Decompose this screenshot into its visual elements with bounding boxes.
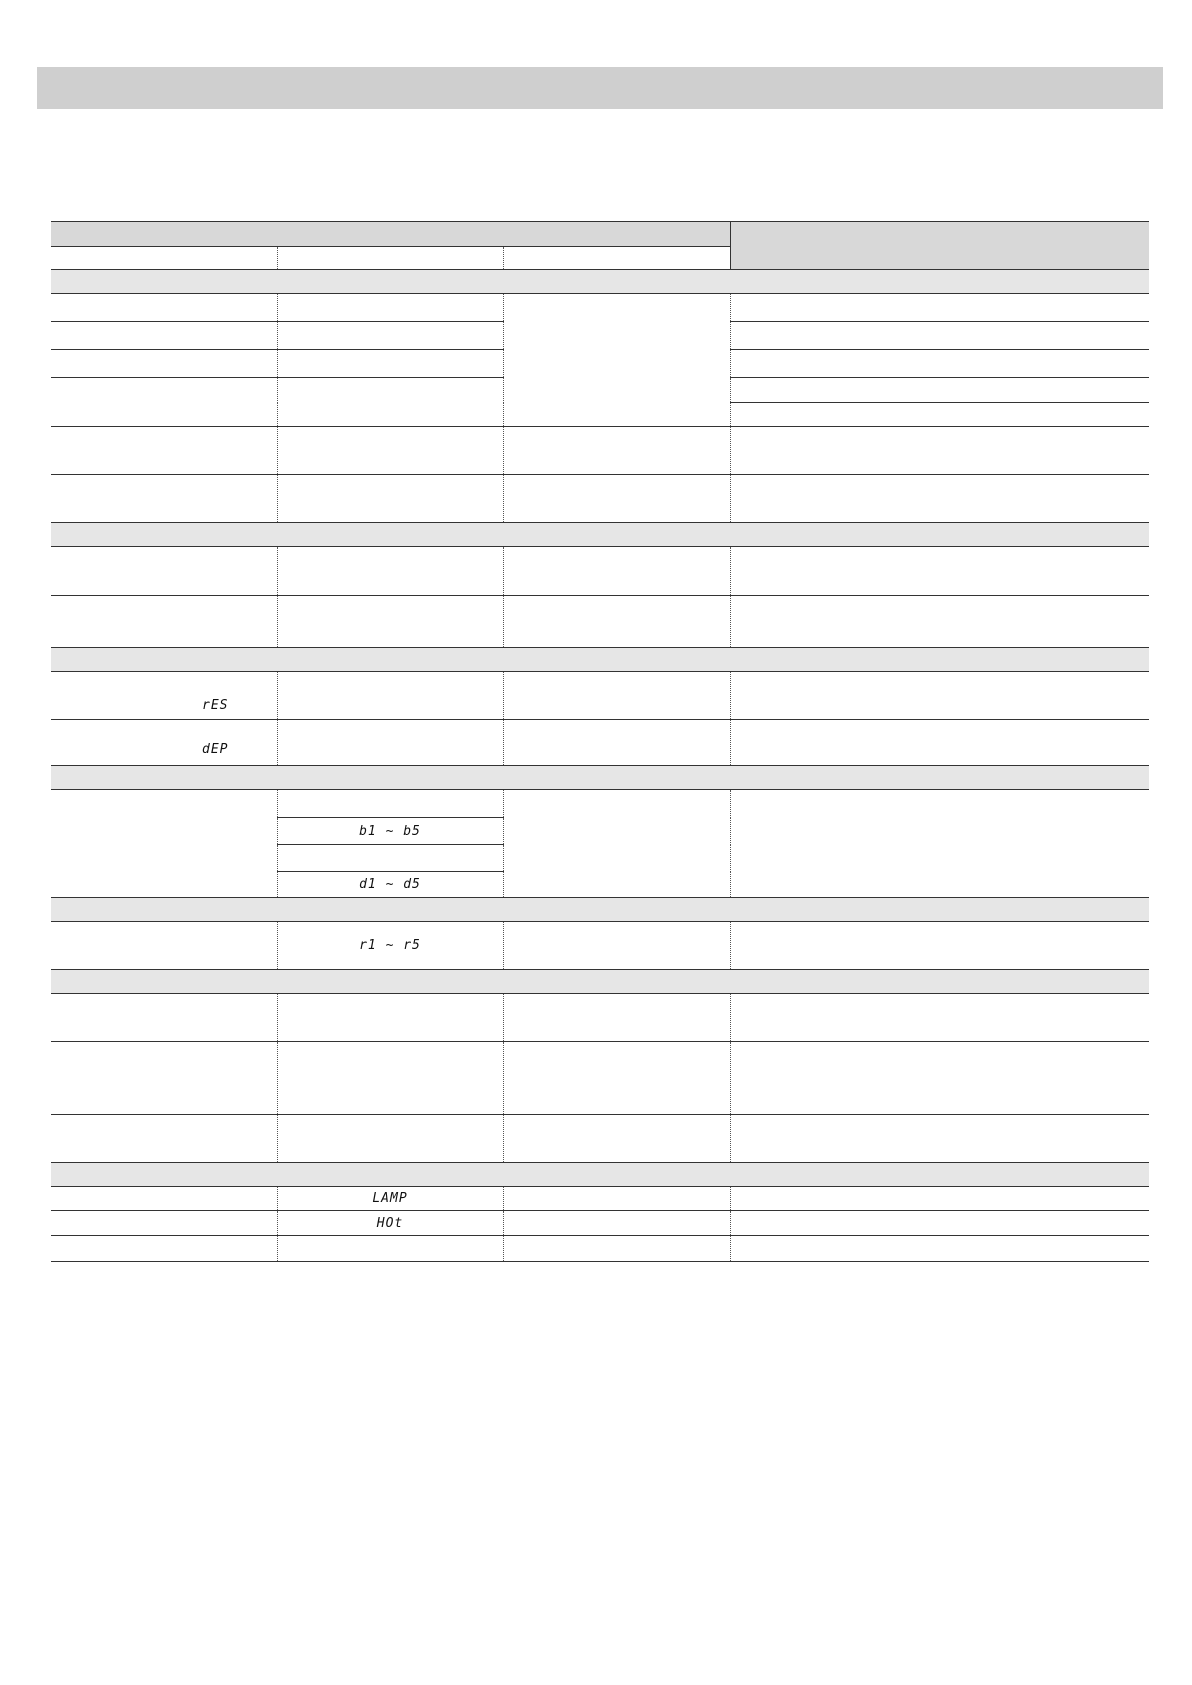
page-title-bar — [37, 67, 1163, 109]
table-cell — [503, 427, 730, 475]
table-cell — [277, 294, 503, 322]
table-cell — [51, 922, 277, 970]
table-cell — [503, 294, 730, 427]
table-subheader-1 — [51, 247, 277, 270]
dep-code: dEP — [51, 720, 277, 766]
table-cell — [503, 596, 730, 648]
table-header-description — [730, 222, 1149, 270]
table-cell — [51, 350, 277, 378]
table-cell — [503, 720, 730, 766]
table-cell — [503, 1236, 730, 1262]
hot-code: HOt — [277, 1211, 503, 1236]
d-range-code: d1 ~ d5 — [277, 872, 503, 898]
table-cell — [277, 845, 503, 872]
table-cell — [730, 294, 1149, 322]
table-cell — [730, 1236, 1149, 1262]
table-cell — [503, 994, 730, 1042]
table-subheader-2 — [277, 247, 503, 270]
table-cell — [730, 994, 1149, 1042]
table-cell — [730, 790, 1149, 898]
section-header — [51, 523, 1149, 547]
table-cell — [277, 475, 503, 523]
section-header — [51, 898, 1149, 922]
table-cell — [277, 350, 503, 378]
table-cell — [730, 427, 1149, 475]
table-cell — [51, 547, 277, 596]
table-cell — [277, 547, 503, 596]
section-header — [51, 766, 1149, 790]
table-cell — [277, 994, 503, 1042]
table-cell — [277, 672, 503, 720]
table-cell — [503, 1115, 730, 1163]
section-header — [51, 970, 1149, 994]
table-cell — [730, 1187, 1149, 1211]
table-cell — [503, 922, 730, 970]
table-cell — [503, 790, 730, 898]
table-cell — [730, 922, 1149, 970]
table-cell — [277, 378, 503, 427]
table-cell — [730, 1211, 1149, 1236]
table-cell — [51, 790, 277, 898]
table-cell — [51, 1211, 277, 1236]
table-cell — [51, 322, 277, 350]
table-cell — [503, 1187, 730, 1211]
table-cell — [730, 403, 1149, 427]
table-cell — [277, 790, 503, 818]
table-cell — [277, 322, 503, 350]
table-cell — [730, 322, 1149, 350]
table-cell — [277, 427, 503, 475]
table-cell — [51, 475, 277, 523]
b-range-code: b1 ~ b5 — [277, 818, 503, 845]
table-cell — [51, 294, 277, 322]
table-cell — [730, 378, 1149, 403]
section-header — [51, 648, 1149, 672]
table-cell — [730, 350, 1149, 378]
table-cell — [503, 1042, 730, 1115]
table-cell — [503, 672, 730, 720]
specification-table — [51, 221, 1149, 1262]
table-cell — [277, 1042, 503, 1115]
table-cell — [51, 1236, 277, 1262]
table-cell — [51, 1115, 277, 1163]
table-cell — [51, 994, 277, 1042]
table-cell — [730, 720, 1149, 766]
table-cell — [277, 1236, 503, 1262]
table-cell — [277, 596, 503, 648]
table-cell — [503, 1211, 730, 1236]
table-cell — [730, 1115, 1149, 1163]
table-cell — [51, 427, 277, 475]
table-cell — [277, 1115, 503, 1163]
section-header — [51, 270, 1149, 294]
res-code: rES — [51, 672, 277, 720]
table-cell — [730, 547, 1149, 596]
section-header — [51, 1163, 1149, 1187]
table-cell — [730, 1042, 1149, 1115]
table-cell — [730, 672, 1149, 720]
r-range-code: r1 ~ r5 — [277, 922, 503, 970]
table-subheader-3 — [503, 247, 730, 270]
table-cell — [51, 1042, 277, 1115]
table-cell — [503, 475, 730, 523]
table-cell — [51, 378, 277, 427]
table-cell — [51, 1187, 277, 1211]
table-cell — [730, 475, 1149, 523]
table-header-group — [51, 222, 730, 247]
table-cell — [51, 596, 277, 648]
lamp-code: LAMP — [277, 1187, 503, 1211]
table-cell — [730, 596, 1149, 648]
table-cell — [503, 547, 730, 596]
table-cell — [277, 720, 503, 766]
